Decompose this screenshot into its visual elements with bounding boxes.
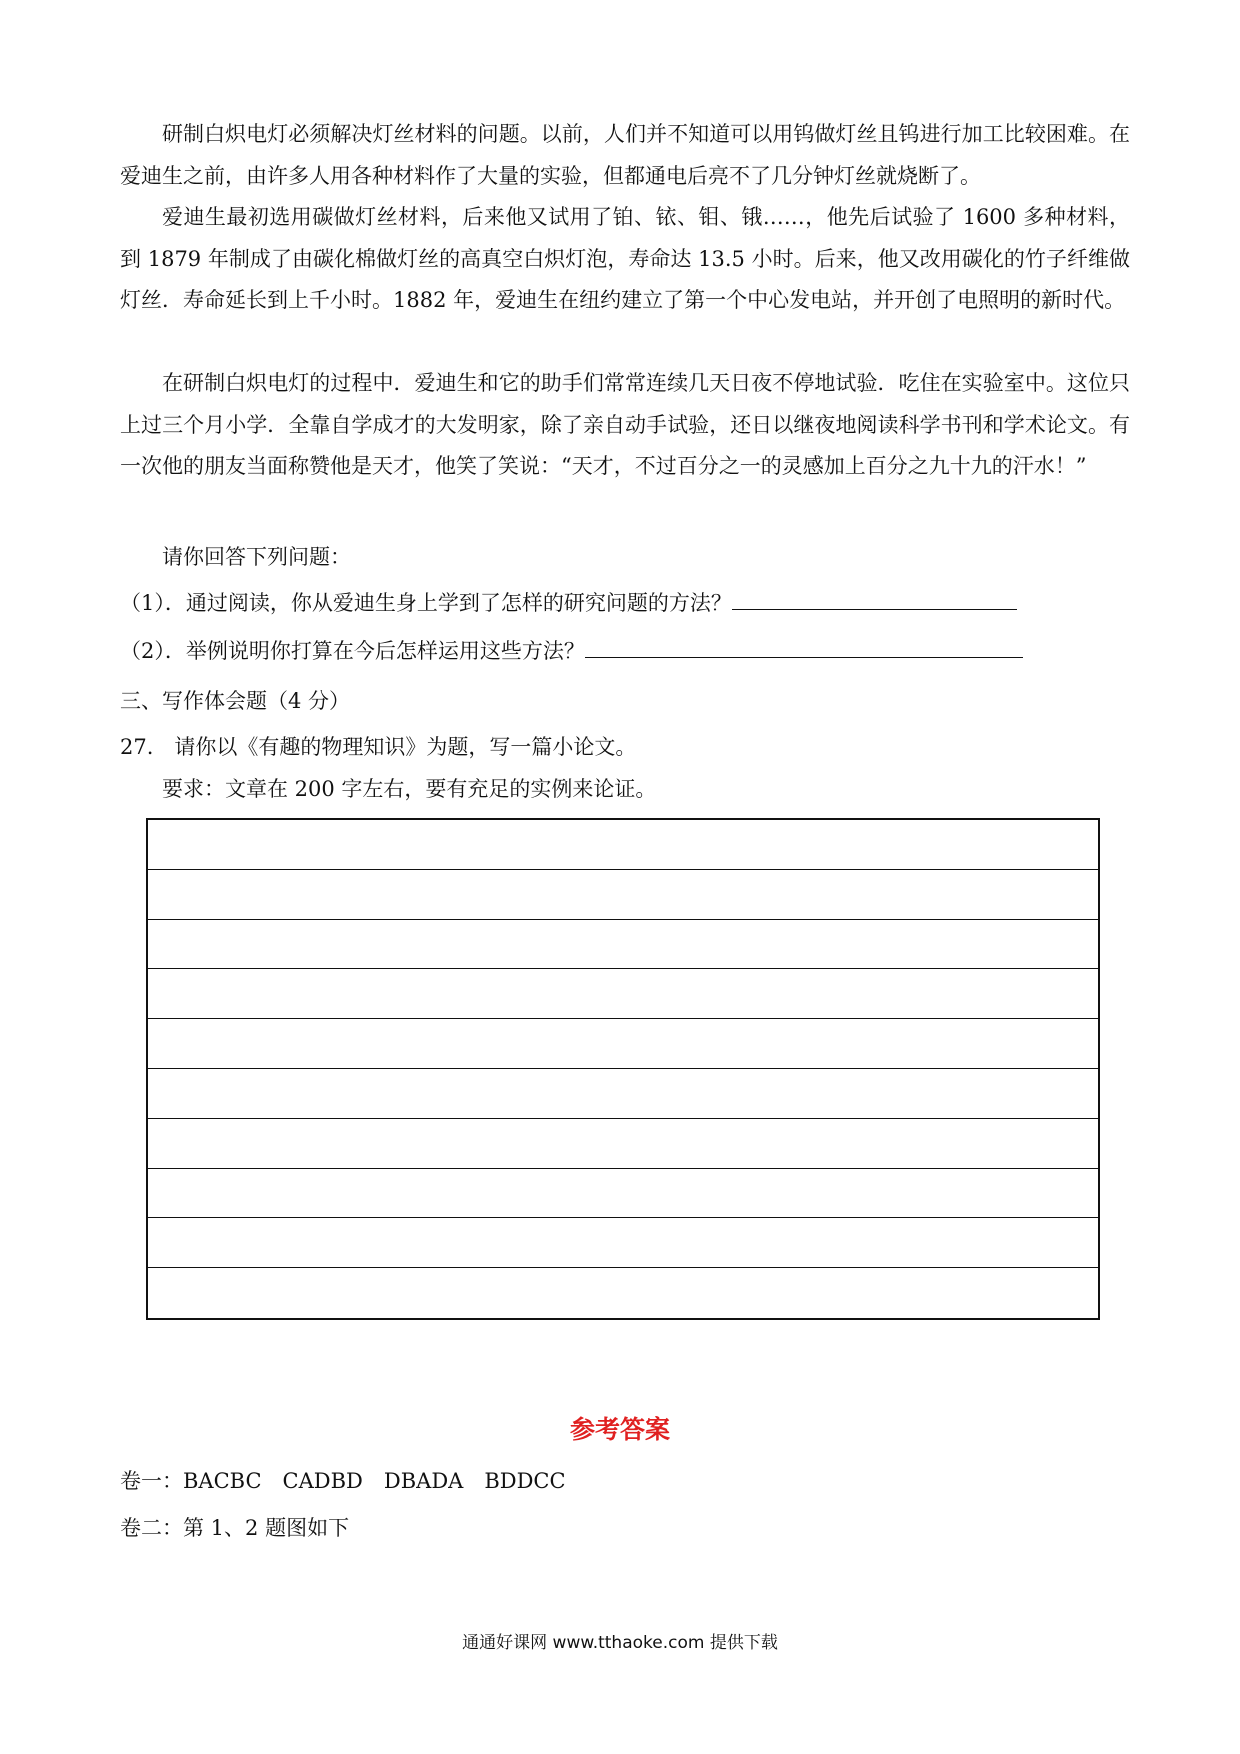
page-footer: 通通好课网 www.tthaoke.com 提供下载	[462, 1633, 778, 1653]
writing-row[interactable]	[148, 870, 1098, 920]
question-1-answer-blank[interactable]	[732, 589, 1017, 610]
passage-paragraph-2: 爱迪生最初选用碳做灯丝材料，后来他又试用了铂、铱、钼、锇……，他先后试验了 1600 多种材料，到 1879 年制成了由碳化棉做灯丝的高真空白炽灯泡，寿命达 13.5 小时。后来，他又改用碳化的竹子纤维做灯丝．寿命延长到上千小时。1882 年，爱迪生在纽约建立了第一个中心发电站，并开创了电照明的新时代。	[120, 205, 1130, 312]
writing-row[interactable]	[148, 820, 1098, 870]
questions-prompt: 请你回答下列问题：	[162, 545, 351, 569]
question-1-text: （1）．通过阅读，你从爱迪生身上学到了怎样的研究问题的方法？	[120, 591, 732, 615]
writing-row[interactable]	[148, 920, 1098, 970]
question-1	[120, 588, 1017, 618]
writing-row[interactable]	[148, 1119, 1098, 1169]
passage-paragraph-3: 在研制白炽电灯的过程中．爱迪生和它的助手们常常连续几天日夜不停地试验．吃住在实验室中。这位只上过三个月小学．全靠自学成才的大发明家，除了亲自动手试验，还日以继夜地阅读科学书刊和学术论文。有一次他的朋友当面称赞他是天才，他笑了笑说：“天才，不过百分之一的灵感加上百分之九十九的汗水！”	[120, 371, 1130, 478]
answer-volume-1: 卷一：BACBC CADBD DBADA BDDCC	[120, 1469, 566, 1493]
question-2-answer-blank[interactable]	[585, 637, 1023, 658]
passage-paragraph-1: 研制白炽电灯必须解决灯丝材料的问题。以前，人们并不知道可以用钨做灯丝且钨进行加工比较困难。在爱迪生之前，由许多人用各种材料作了大量的实验，但都通电后亮不了几分钟灯丝就烧断了。	[120, 122, 1130, 188]
answer-volume-2: 卷二：第 1、2 题图如下	[120, 1516, 350, 1540]
question-2-text: （2）．举例说明你打算在今后怎样运用这些方法？	[120, 639, 585, 663]
question-27: 27. 请你以《有趣的物理知识》为题，写一篇小论文。	[120, 735, 637, 759]
writing-requirement: 要求：文章在 200 字左右，要有充足的实例来论证。	[162, 777, 657, 801]
writing-row[interactable]	[148, 1218, 1098, 1268]
question-2	[120, 636, 1023, 666]
writing-row[interactable]	[148, 1019, 1098, 1069]
writing-row[interactable]	[148, 969, 1098, 1019]
writing-grid	[146, 818, 1100, 1320]
writing-row[interactable]	[148, 1268, 1098, 1318]
writing-row[interactable]	[148, 1069, 1098, 1119]
answer-key-title: 参考答案	[569, 1415, 670, 1444]
section-3-heading: 三、写作体会题（4 分）	[120, 689, 351, 713]
writing-row[interactable]	[148, 1169, 1098, 1219]
